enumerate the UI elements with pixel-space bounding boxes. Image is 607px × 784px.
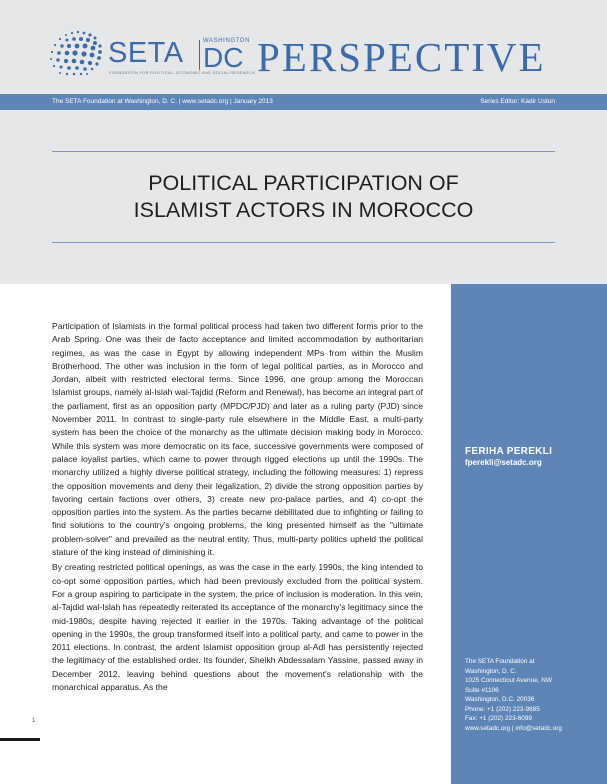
cover-header [0,0,607,284]
contact-line: Fax: +1 (202) 223-6099 [465,715,532,722]
page-marker-bar [0,738,40,741]
title-rule-bottom [52,242,555,243]
contact-line: Washington, D. C. [465,667,517,675]
washington-wordmark: WASHINGTON [203,38,251,44]
contact-line: Phone: +1 (202) 223-9885 [465,705,540,713]
body-paragraph: By creating restricted political openings, as was the case in the early 1990s, the king intended to co-opt some opposition parties, which had been previously excluded from the political system. For a group aspiring to participate in the system, the price of inclusion is moderation. In this vein, al-Tajdid wal-Islah has repeatedly reiterated its acceptance of the monarchy's legitimacy since the mid-1980s, despite having rejected it earlier in the 1970s. Taking advantage of the political opening in the 1990s, the group transformed itself into a political party, and came to power in the 2011 elections. In contrast, the ardent Islamist opposition group al-Adl has persistently rejected the legitimacy of the established order. Its founder, Sheikh Abdessalam Yassine, passed away in December 2012, leaving behind questions about the movement's relationship with the monarchical apparatus. As the [52,562,423,693]
globe-icon [46,26,106,78]
contact-line: The SETA Foundation at [465,658,535,665]
publication-info-band [0,94,607,110]
author-sidebar [451,284,607,784]
page-number: 1 [32,718,36,724]
author-email[interactable]: fperekli@setadc.org [465,458,542,467]
contact-block [465,657,562,733]
author-name: FERIHA PEREKLI [465,446,553,457]
title-line-2: ISLAMIST ACTORS IN MOROCCO [133,198,474,222]
logo-divider [199,40,200,70]
document-title [60,170,547,224]
publication-info: The SETA Foundation at Washington, D. C. | www.setadc.org | January 2013 [52,98,273,105]
title-rule-top [52,151,555,152]
dc-wordmark: DC [203,42,244,73]
contact-line: Washington, D.C. 20036 [465,696,535,703]
contact-line: 1025 Connecticut Avenue, NW [465,677,552,684]
body-paragraph: Participation of Islamists in the formal political process had taken two different forms prior to the Arab Spring. One was their de facto acceptance and limited accommodation by authoritarian regimes, as was the case in Egypt by allowing independent MPs from within the Muslim Brotherhood. The other was inclusion in the form of legal political parties, as in Morocco and Jordan, albeit with restricted electoral terms. Since 1996, one group among the Moroccan Islamist groups, namely al-Islah wal-Tajdid (Reform and Renewal), has become an integral part of the parliament, first as an opposition party (MPDC/PJD) and later as a ruling party (PJD) since November 2011. In contrast to single-party rule elsewhere in the Middle East, a multi-party system has been the choice of the monarchy as the ultimate decision making body in Morocco. While this system was more democratic on its face, successive governments were composed of palace loyalist parties, which came to power through rigged elections up until the 1990s. The monarchy utilized a highly diverse political strategy, including the following measures: 1) repress the opposition movements and deny their legalization, 2) divide the strong opposition parties by favoring certain factions over others, 3) create new pro-palace parties, and 4) co-opt the opposition parties into the system. As the parties became debilitated due to infighting or failing to find solutions to the country's ongoing problems, the king presented himself as the "ultimate problem-solver" and prevailed as the neutral entity. Thus, multi-party politics upheld the political stature of the king instead of diminishing it. [52,321,423,558]
series-title: PERSPECTIVE [257,34,546,80]
series-editor: Series Editor: Kadir Ustun [480,98,555,105]
contact-line[interactable]: www.setadc.org | info@setadc.org [465,724,562,732]
contact-line: Suite #1106 [465,686,499,694]
title-line-1: POLITICAL PARTICIPATION OF [148,171,459,195]
seta-wordmark: SETA [108,37,184,69]
seta-dc-logo [46,26,566,82]
foundation-tagline: FOUNDATION FOR POLITICAL, ECONOMIC AND SOCIAL RESEARCH [109,70,255,75]
article-body [52,320,423,696]
